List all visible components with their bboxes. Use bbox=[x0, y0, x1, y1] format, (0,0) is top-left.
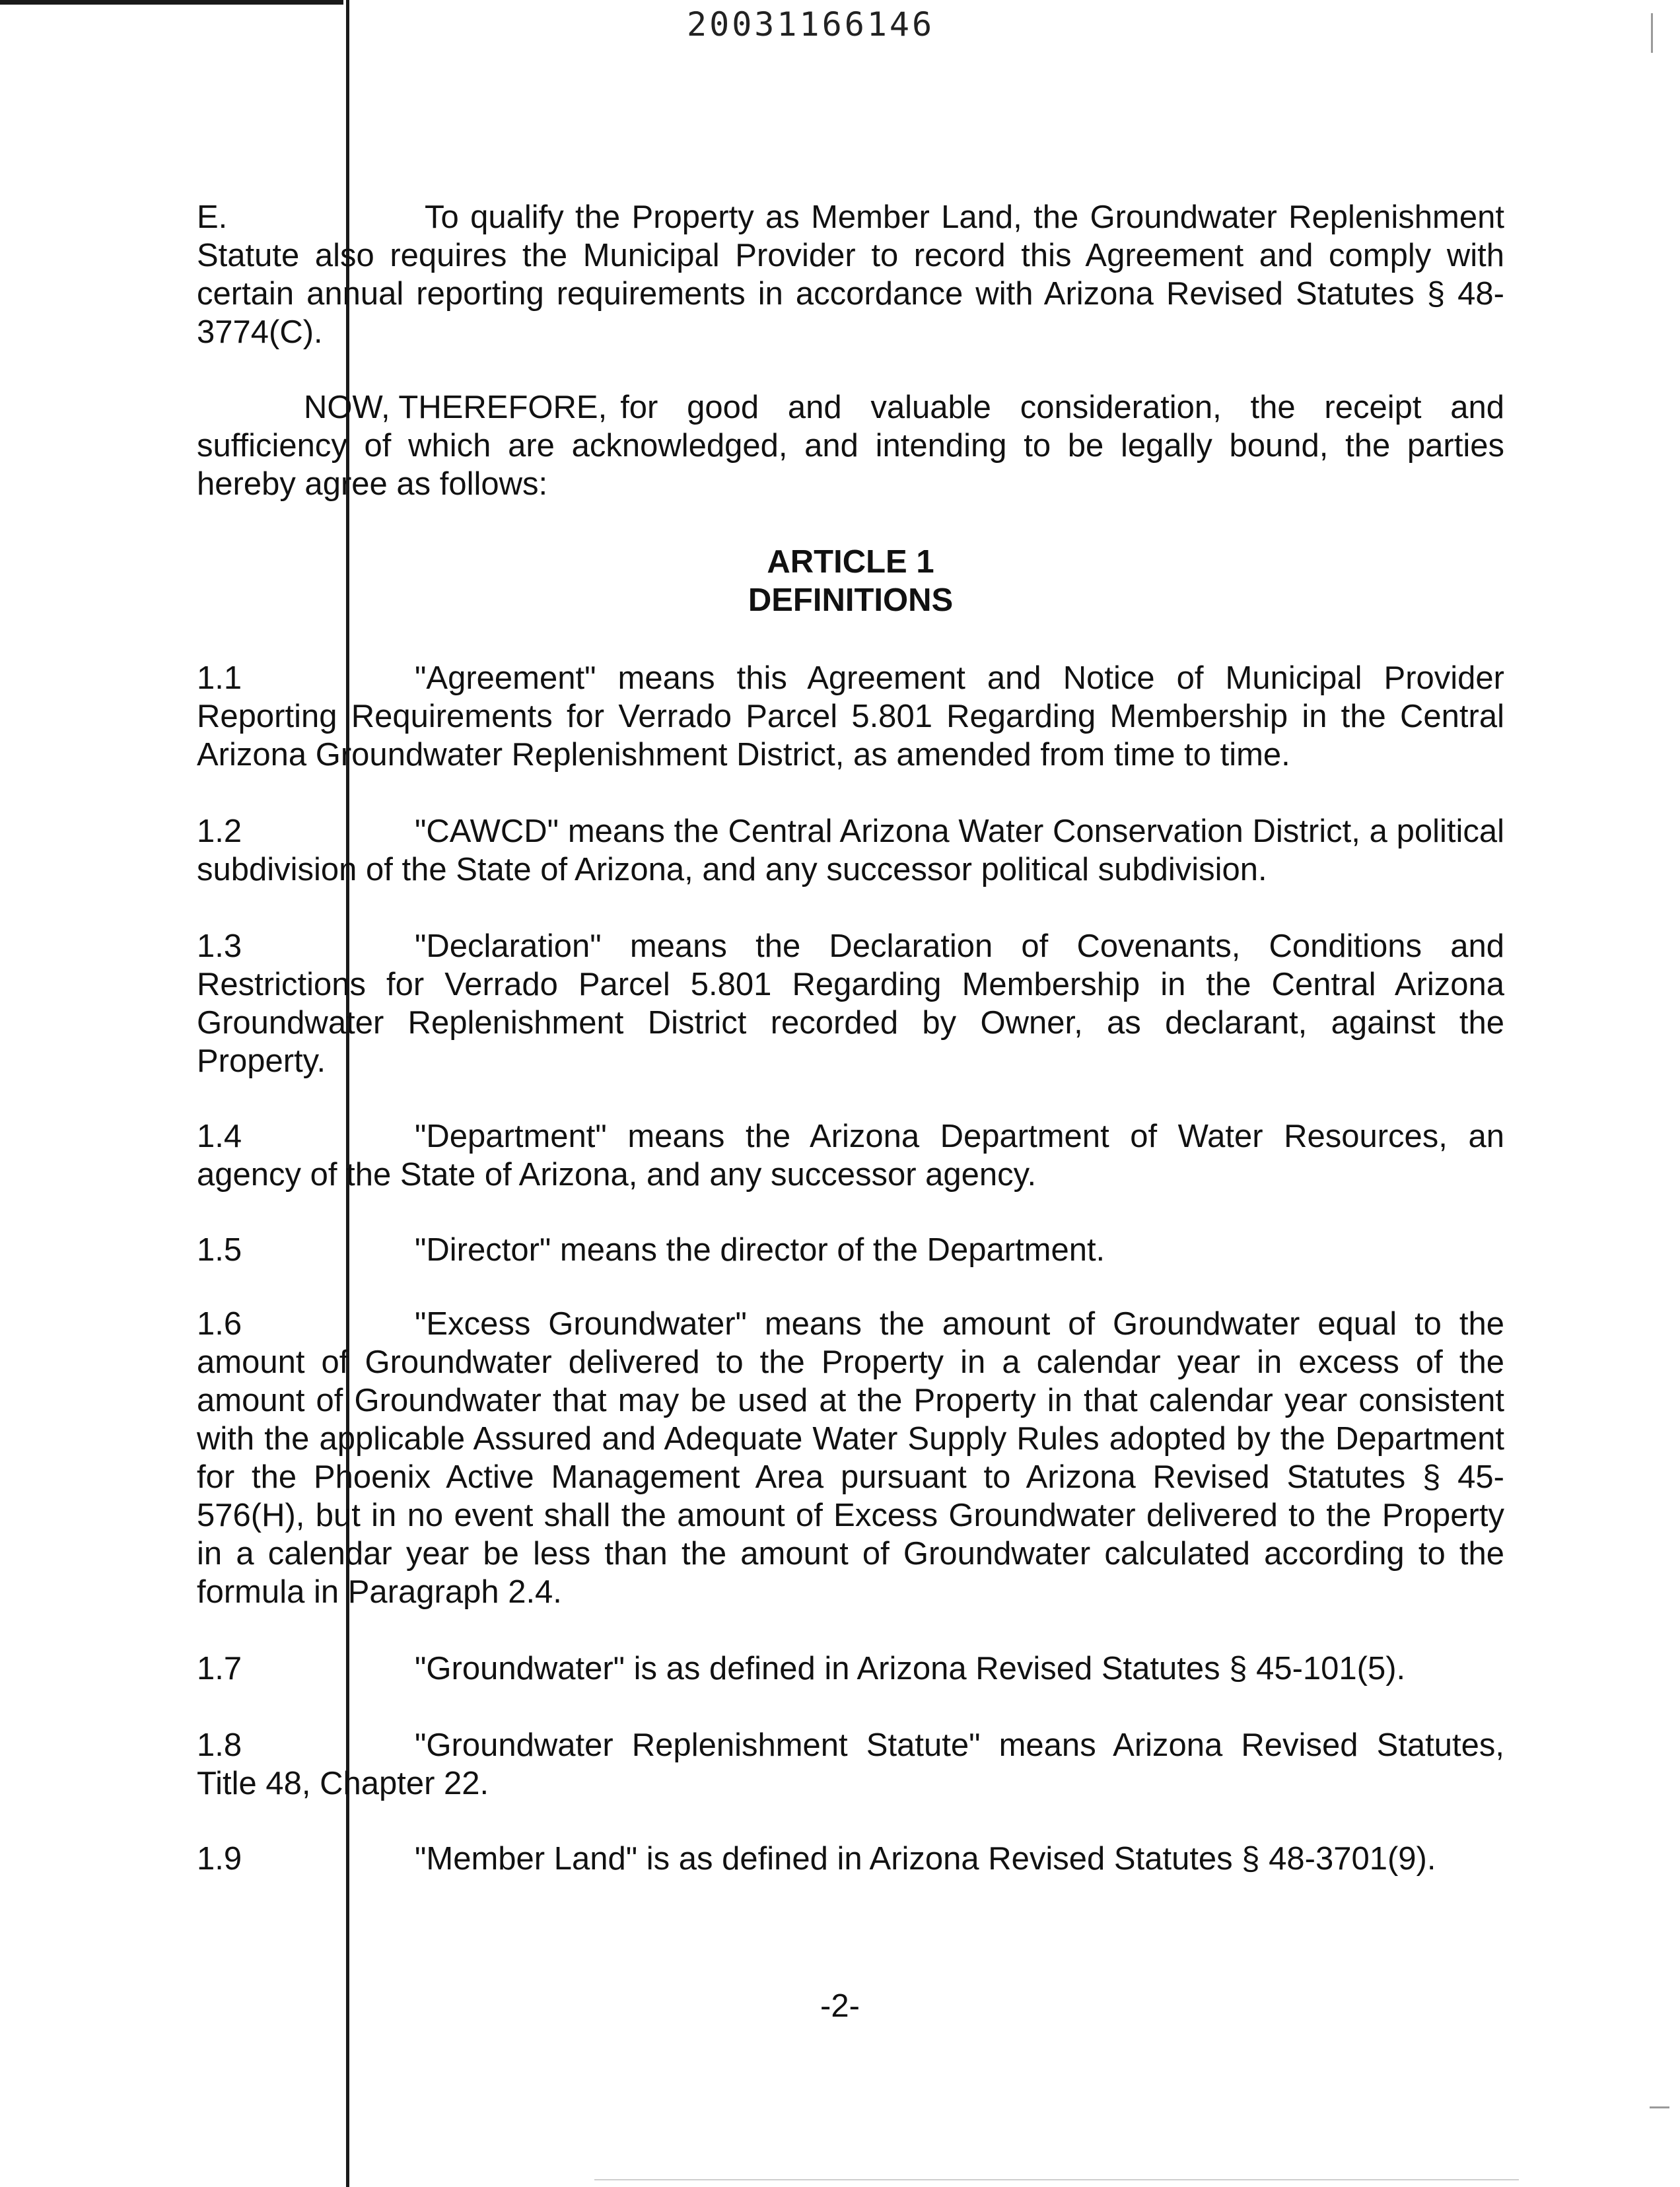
scan-speck bbox=[1651, 13, 1653, 53]
definition-number: 1.3 bbox=[197, 928, 242, 964]
document-recording-number: 20031166146 bbox=[687, 5, 935, 44]
recital-e-paragraph bbox=[197, 198, 1504, 351]
definition-text: "Declaration" means the Declaration of Covenants, Conditions and Restrictions for Verrado Parcel 5.801 Regarding Membership in the Central Arizona Groundwater Replenishment District recorded by Owner, as declarant, against the Property. bbox=[197, 928, 1504, 1079]
article-title: ARTICLE 1 bbox=[767, 544, 934, 580]
definition-1-6 bbox=[197, 1305, 1504, 1611]
page-number: -2- bbox=[820, 1988, 860, 2024]
definition-1-8 bbox=[197, 1726, 1504, 1803]
definition-number: 1.8 bbox=[197, 1727, 242, 1763]
now-therefore-text: for good and valuable consideration, the receipt and sufficiency of which are acknowledged, and intending to be legally bound, the parties hereby agree as follows: bbox=[197, 390, 1504, 502]
definition-number: 1.2 bbox=[197, 814, 242, 849]
definition-1-5 bbox=[197, 1231, 1504, 1269]
definition-1-9 bbox=[197, 1840, 1504, 1878]
definition-number: 1.7 bbox=[197, 1651, 242, 1686]
definition-number: 1.6 bbox=[197, 1306, 242, 1342]
definition-text: "Member Land" is as defined in Arizona Revised Statutes § 48-3701(9). bbox=[415, 1841, 1436, 1877]
recital-e-text: To qualify the Property as Member Land, the Groundwater Replenishment Statute also requires the Municipal Provider to record this Agreement and comply with certain annual reporting requirements in accordance with Arizona Revised Statutes § 48-3774(C). bbox=[197, 199, 1504, 350]
definition-text: "Department" means the Arizona Department of Water Resources, an agency of the State of Arizona, and any successor agency. bbox=[197, 1119, 1504, 1193]
definition-number: 1.1 bbox=[197, 660, 242, 696]
now-therefore-paragraph bbox=[197, 388, 1504, 503]
scan-speck bbox=[594, 2179, 1519, 2180]
now-therefore-lead: NOW, THEREFORE, bbox=[304, 390, 608, 425]
definition-1-1 bbox=[197, 659, 1504, 774]
definition-1-4 bbox=[197, 1117, 1504, 1194]
definition-number: 1.5 bbox=[197, 1232, 242, 1268]
scan-artifact-top-line bbox=[0, 0, 343, 5]
definition-1-2 bbox=[197, 812, 1504, 889]
definition-text: "Groundwater" is as defined in Arizona Revised Statutes § 45-101(5). bbox=[415, 1651, 1406, 1686]
scan-speck bbox=[1650, 2106, 1669, 2108]
definition-text: "Groundwater Replenishment Statute" means Arizona Revised Statutes, Title 48, Chapter 22. bbox=[197, 1727, 1504, 1801]
definition-text: "Agreement" means this Agreement and Notice of Municipal Provider Reporting Requirements for Verrado Parcel 5.801 Regarding Membership in the Central Arizona Groundwater Replenishment District, as amended from time to time. bbox=[197, 660, 1504, 773]
recital-e-label: E. bbox=[197, 199, 228, 235]
definition-1-3 bbox=[197, 927, 1504, 1080]
definition-text: "CAWCD" means the Central Arizona Water Conservation District, a political subdivision of the State of Arizona, and any successor political subdivision. bbox=[197, 814, 1504, 887]
definition-1-7 bbox=[197, 1649, 1504, 1688]
definition-number: 1.4 bbox=[197, 1119, 242, 1154]
definition-text: "Director" means the director of the Department. bbox=[415, 1232, 1105, 1268]
definition-number: 1.9 bbox=[197, 1841, 242, 1877]
definition-text: "Excess Groundwater" means the amount of Groundwater equal to the amount of Groundwater delivered to the Property in a calendar year in excess of the amount of Groundwater that may be used at the Property in that calendar year consistent with the applicable Assured and Adequate Water Supply Rules adopted by the Department for the Phoenix Active Management Area pursuant to Arizona Revised Statutes § 45-576(H), but in no event shall the amount of Excess Groundwater delivered to the Property in a calendar year be less than the amount of Groundwater calculated according to the formula in Paragraph 2.4. bbox=[197, 1306, 1504, 1610]
article-subtitle: DEFINITIONS bbox=[748, 582, 954, 618]
